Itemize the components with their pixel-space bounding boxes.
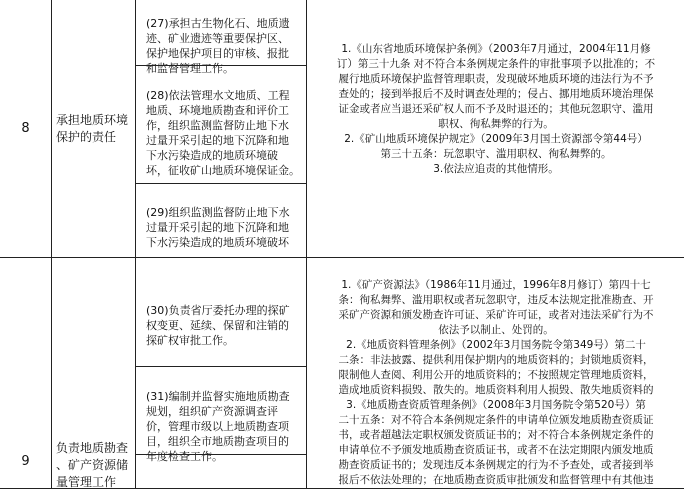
row-number: 8 xyxy=(21,121,30,136)
responsibility-text: 承担地质环境 保护的责任 xyxy=(56,112,129,144)
accountability-basis-cell xyxy=(306,257,684,489)
row-number-9 xyxy=(0,257,52,489)
responsibility-cell xyxy=(51,0,136,258)
responsibility-text: 负责地质勘查 、矿产资源储 量管理工作 xyxy=(56,441,129,489)
duty-item-27 xyxy=(135,0,307,75)
duty-text: (27)承担古生物化石、地质遗 迹、矿业遗迹等重要保护区、 保护地保护项目的审核、报批 和监督管理工作。 xyxy=(146,17,290,75)
accountability-basis-text: 1.《山东省地质环境保护条例》（2003年7月通过，2004年11月修 订）第三十九条 对不符合本条例规定条件的审批事项予以批准的；不 履行地质环境保护监督管理职责，发现破坏地质环境的违法行为不予 查处的；接到举报后不及时调查处理的；侵占、挪用地质环境治理保 证金或者应当退还采矿权人而不予及时退还的；其他玩忽职守、滥用 职权、徇私舞弊的行为。 2.《矿山地质环境保护规定》（2009年3月国土资源部令第44号） 第三十五条：玩忽职守、滥用职权、徇私舞弊的。 3.依法应追责的其他情形。 xyxy=(336,43,656,175)
accountability-basis-cell xyxy=(306,0,684,258)
row-number: 9 xyxy=(21,454,30,469)
duty-item-29 xyxy=(135,183,307,258)
duty-text: (31)编制并监督实施地质勘查 规划，组织矿产资源调查评 价，管理市级以上地质勘查项 目，组织全市地质勘查项目的 年度检查工作。 xyxy=(146,390,290,463)
duty-text: (29)组织监测监督防止地下水 过量开采引起的地下沉降和地 下水污染造成的地质环境破坏 xyxy=(146,206,290,249)
duty-text: (28)依法管理水文地质、工程 地质、环境地质勘查和评价工 作，组织监测监督防止地下水 过量开采引起的地下沉降和地 下水污染造成的地质环境破 坏，征收矿山地质环境保证金。 xyxy=(146,89,300,177)
row-number-8 xyxy=(0,0,52,258)
duty-item-empty xyxy=(135,454,307,489)
responsibility-cell xyxy=(51,257,136,489)
duty-item-28 xyxy=(135,65,307,184)
duty-item-30 xyxy=(135,257,307,367)
duty-text: (30)负责省厅委托办理的探矿 权变更、延续、保留和注销的 探矿权审批工作。 xyxy=(146,304,290,347)
duty-item-31 xyxy=(135,366,307,463)
accountability-basis-text: 1.《矿产资源法》（1986年11月通过，1996年8月修订）第四十七 条：徇私舞弊、滥用职权或者玩忽职守，违反本法规定批准勘查、开 采矿产资源和颁发勘查许可证、采矿许可证，或者对违法采矿行为不 依法予以制止、处罚的。 2.《地质资料管理条例》（2002年3月国务院令第349号）第二十 二条：非法披露、提供利用保护期内的地质资料的；封锁地质资料， 限制他人查阅、利用公开的地质资料的；不按照规定管理地质资料， 造成地质资料损毁、散失的。地质资料利用人损毁、散失地质资料的 3.《地质勘查资质管理条例》（2008年3月国务院令第520号）第 二十五条：对不符合本条例规定条件的申请单位颁发地质勘查资质证 书，或者超越法定职权颁发资质证书的；对不符合本条例规定条件的 申请单位不予颁发地质勘查资质证书，或者不在法定期限内颁发地质 勘查资质证书的；发现违反本条例规定的行为不予查处，或者接到举 报后不依法处理的；在地质勘查资质审批颁发和监督管理中有其他违 xyxy=(338,279,654,486)
